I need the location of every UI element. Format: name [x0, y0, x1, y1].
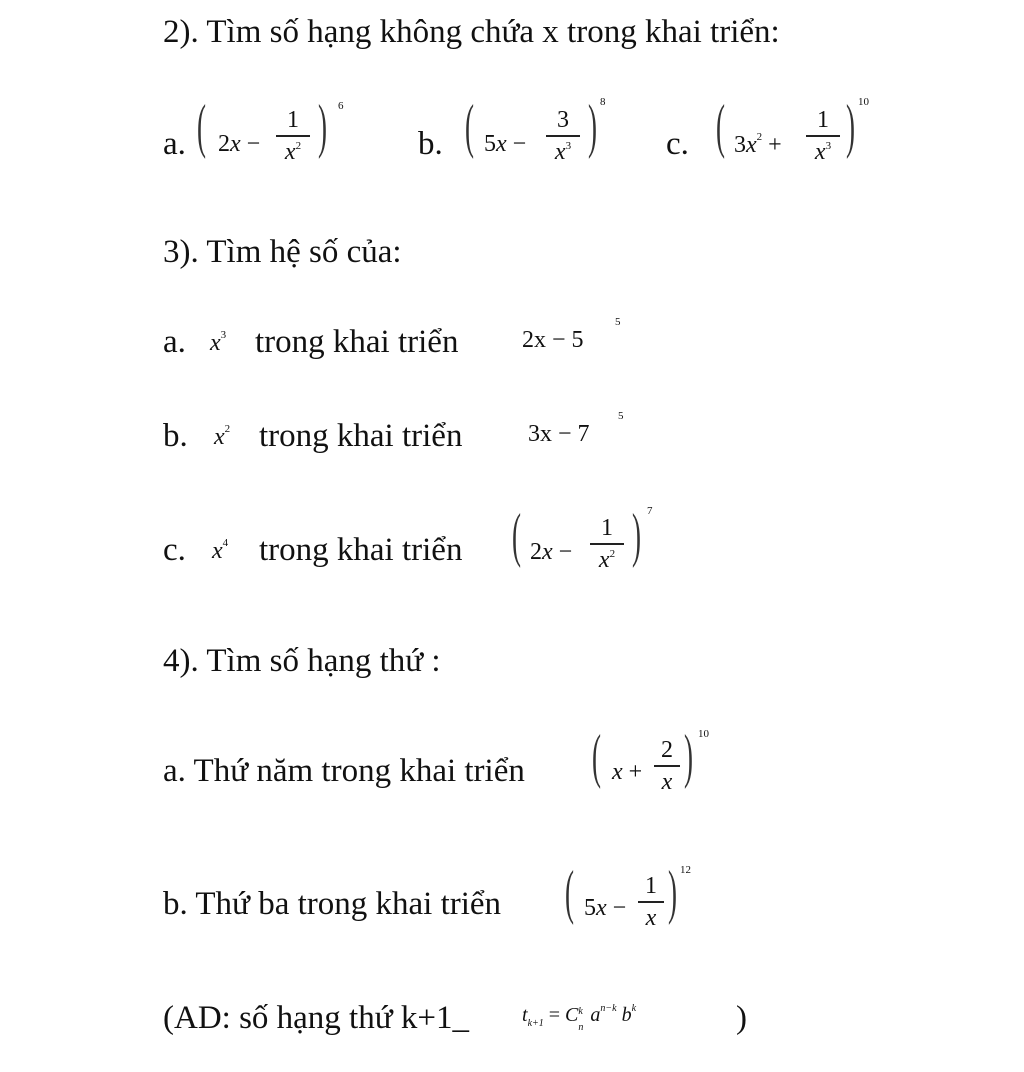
expr-lead: 5x − [484, 131, 527, 157]
power: 12 [680, 864, 691, 876]
item-text: trong khai triển [255, 324, 459, 360]
power: 5 [618, 410, 624, 422]
right-paren: ) [684, 723, 693, 789]
term: $x^4$ [212, 537, 229, 564]
expr-lead: 2x − [218, 131, 261, 157]
note-text: (AD: số hạng thứ k+1_ [163, 1000, 469, 1036]
item-label: a. [163, 324, 186, 360]
item-text: trong khai triển [259, 418, 463, 454]
right-paren: ) [632, 502, 641, 568]
left-paren: ( [197, 93, 206, 159]
term: $x^2$ [214, 423, 231, 450]
fraction: 1 $x^2$ [590, 516, 624, 572]
note-formula: $t_{k+1} = C$ k n $a^{n-k}$ $b^k$ [522, 1003, 637, 1033]
expr-lead: 2x − [530, 539, 573, 565]
expr-lead: $3x^2$ + [734, 131, 782, 158]
section-4-title: 4). Tìm số hạng thứ : [163, 643, 441, 679]
fraction: 1 $x^3$ [806, 108, 840, 164]
fraction: 3 $x^3$ [546, 108, 580, 164]
item-label: c. [163, 532, 186, 568]
left-paren: ( [592, 723, 601, 789]
right-paren: ) [668, 859, 677, 925]
expr-lead: x + [612, 759, 643, 785]
item-a-label: a. [163, 126, 186, 162]
note-close-paren: ) [736, 1000, 747, 1036]
item-c-label: c. [666, 126, 689, 162]
power: 10 [858, 96, 869, 108]
expression: 3x − 7 [528, 421, 590, 447]
item-text: b. Thứ ba trong khai triển [163, 886, 502, 922]
left-paren: ( [465, 93, 474, 159]
right-paren: ) [846, 93, 855, 159]
left-paren: ( [716, 93, 725, 159]
section-2-title: 2). Tìm số hạng không chứa x trong khai triển: [163, 14, 780, 50]
right-paren: ) [318, 93, 327, 159]
power: 5 [615, 316, 621, 328]
item-text: trong khai triển [259, 532, 463, 568]
power: 8 [600, 96, 606, 108]
power: 6 [338, 100, 344, 112]
power: 10 [698, 728, 709, 740]
fraction: 1 $x^2$ [276, 108, 310, 164]
expression: 2x − 5 [522, 327, 584, 353]
fraction: 2 x [654, 738, 680, 794]
left-paren: ( [565, 859, 574, 925]
section-3-title: 3). Tìm hệ số của: [163, 234, 402, 270]
term: $x^3$ [210, 329, 227, 356]
fraction: 1 x [638, 874, 664, 930]
expr-lead: 5x − [584, 895, 627, 921]
left-paren: ( [512, 502, 521, 568]
item-label: b. [163, 418, 188, 454]
right-paren: ) [588, 93, 597, 159]
item-text: a. Thứ năm trong khai triển [163, 753, 525, 789]
item-b-label: b. [418, 126, 443, 162]
power: 7 [647, 505, 653, 517]
